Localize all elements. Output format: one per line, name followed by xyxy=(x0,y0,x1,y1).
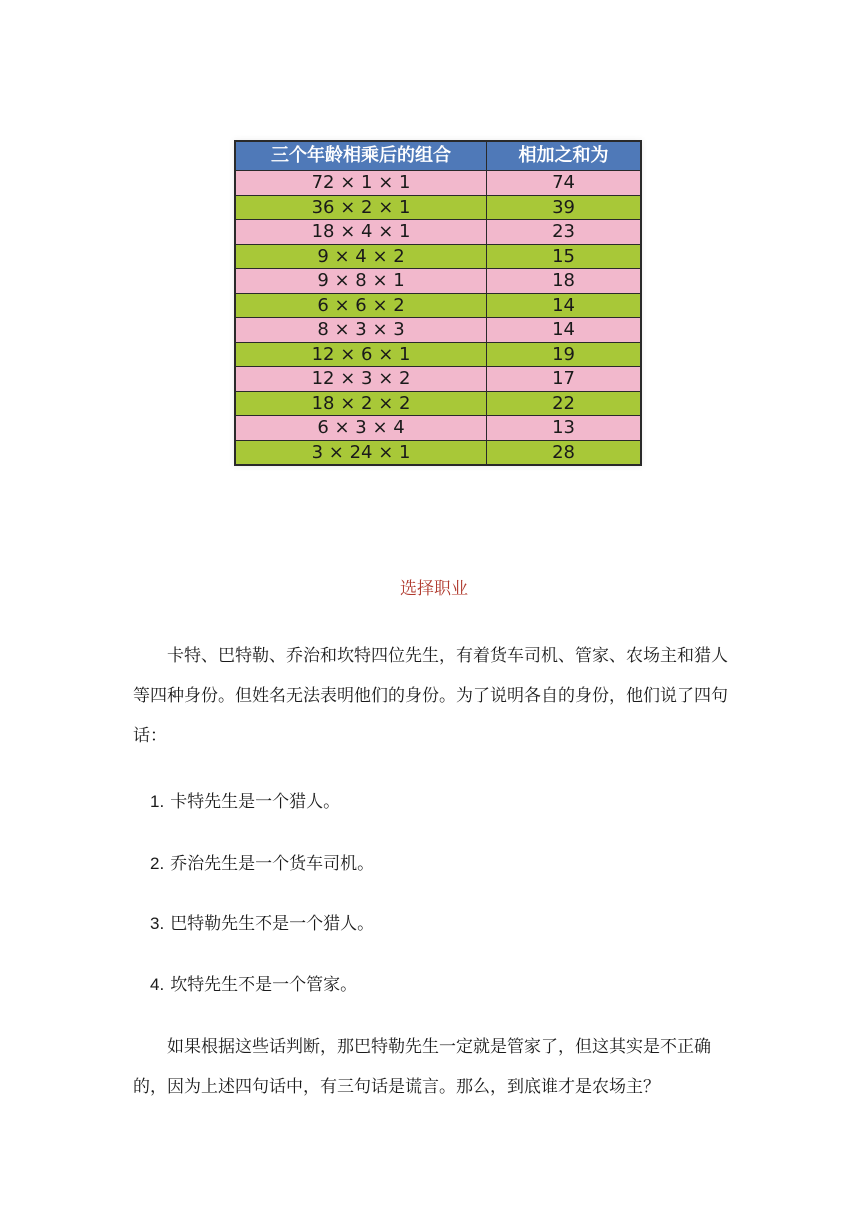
combination-cell: 72 × 1 × 1 xyxy=(236,171,487,196)
sum-cell: 17 xyxy=(487,367,641,392)
sum-cell: 14 xyxy=(487,318,641,343)
combination-table xyxy=(235,141,641,465)
sum-cell: 74 xyxy=(487,171,641,196)
statement-text: 乔治先生是一个货车司机。 xyxy=(170,854,375,874)
section-title: 选择职业 xyxy=(400,579,468,599)
table-row xyxy=(236,440,641,465)
table-row xyxy=(236,342,641,367)
statement-number: 1. xyxy=(150,792,165,811)
table-row xyxy=(236,391,641,416)
intro-paragraph: 卡特、巴特勒、乔治和坎特四位先生，有着货车司机、管家、农场主和猎人等四种身份。但姓名无法表明他们的身份。为了说明各自的身份，他们说了四句话： xyxy=(133,646,728,746)
table-row xyxy=(236,318,641,343)
combination-cell: 18 × 2 × 2 xyxy=(236,391,487,416)
table-body xyxy=(236,171,641,465)
combination-cell: 6 × 3 × 4 xyxy=(236,416,487,441)
header-sum: 相加之和为 xyxy=(487,142,641,171)
table-row xyxy=(236,416,641,441)
combination-cell: 9 × 4 × 2 xyxy=(236,244,487,269)
combination-cell: 9 × 8 × 1 xyxy=(236,269,487,294)
sum-cell: 18 xyxy=(487,269,641,294)
table-row xyxy=(236,171,641,196)
table-row xyxy=(236,293,641,318)
table-row xyxy=(236,244,641,269)
table-row xyxy=(236,195,641,220)
sum-cell: 13 xyxy=(487,416,641,441)
conclusion-paragraph: 如果根据这些话判断，那巴特勒先生一定就是管家了，但这其实是不正确的，因为上述四句话中，有三句话是谎言。那么，到底谁才是农场主？ xyxy=(133,1037,711,1097)
statement-number: 2. xyxy=(150,854,165,873)
table-row xyxy=(236,269,641,294)
statement-text: 卡特先生是一个猎人。 xyxy=(170,792,341,812)
table-row xyxy=(236,367,641,392)
statement-text: 巴特勒先生不是一个猎人。 xyxy=(170,914,375,934)
combination-cell: 3 × 24 × 1 xyxy=(236,440,487,465)
combination-cell: 6 × 6 × 2 xyxy=(236,293,487,318)
sum-cell: 23 xyxy=(487,220,641,245)
age-combination-table xyxy=(234,140,642,466)
combination-cell: 12 × 6 × 1 xyxy=(236,342,487,367)
sum-cell: 19 xyxy=(487,342,641,367)
statement-1 xyxy=(150,790,340,814)
sum-cell: 39 xyxy=(487,195,641,220)
header-combination: 三个年龄相乘后的组合 xyxy=(236,142,487,171)
table-header-row xyxy=(236,142,641,171)
statement-number: 4. xyxy=(150,975,165,994)
combination-cell: 12 × 3 × 2 xyxy=(236,367,487,392)
sum-cell: 14 xyxy=(487,293,641,318)
combination-cell: 8 × 3 × 3 xyxy=(236,318,487,343)
sum-cell: 22 xyxy=(487,391,641,416)
statement-text: 坎特先生不是一个管家。 xyxy=(170,975,358,995)
statement-2 xyxy=(150,852,374,876)
statement-3 xyxy=(150,912,374,936)
sum-cell: 28 xyxy=(487,440,641,465)
statement-4 xyxy=(150,973,357,997)
statement-number: 3. xyxy=(150,914,165,933)
table-row xyxy=(236,220,641,245)
sum-cell: 15 xyxy=(487,244,641,269)
combination-cell: 18 × 4 × 1 xyxy=(236,220,487,245)
combination-cell: 36 × 2 × 1 xyxy=(236,195,487,220)
